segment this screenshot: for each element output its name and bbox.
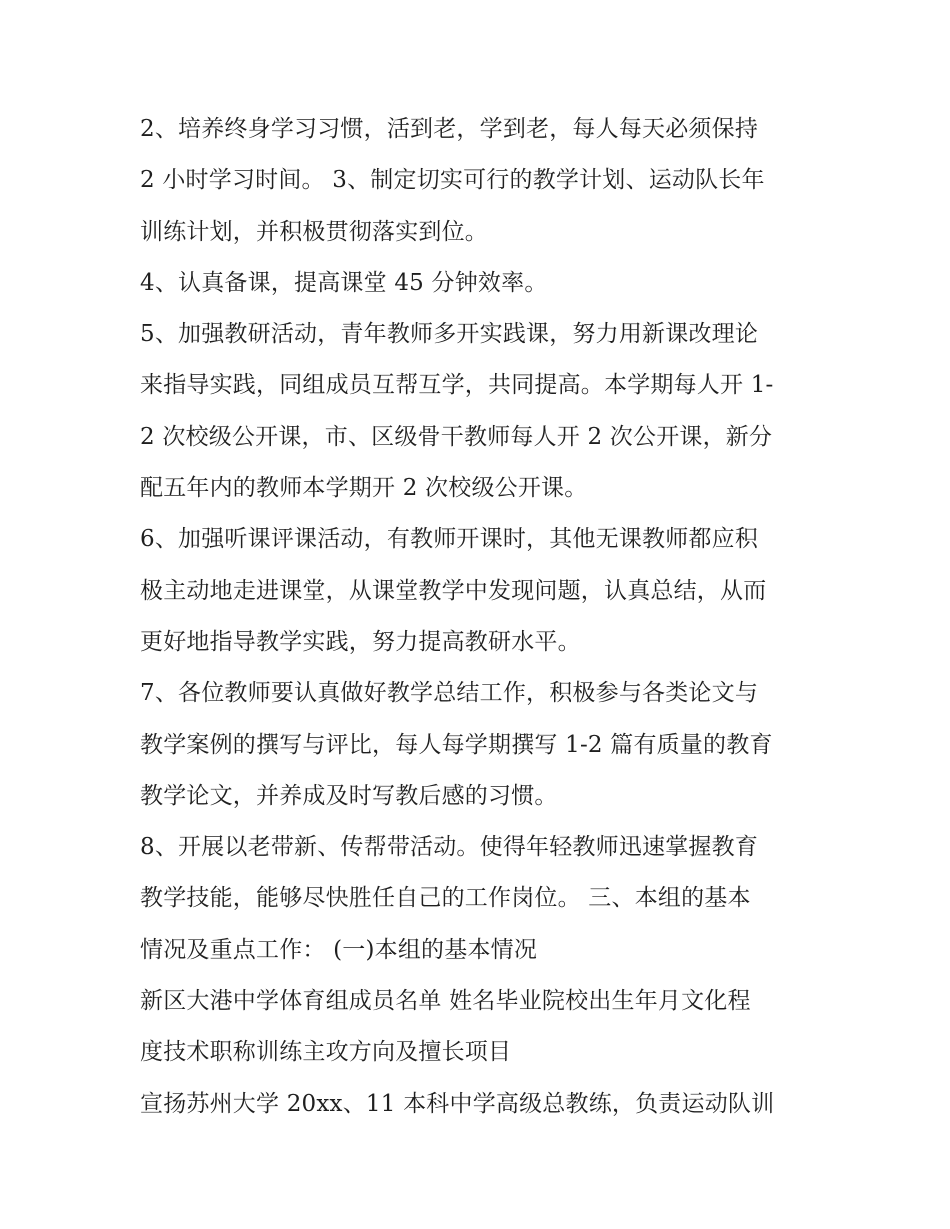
text-line: 教学案例的撰写与评比，每人每学期撰写 1-2 篇有质量的教育 (140, 731, 773, 758)
text-line: 5、加强教研活动，青年教师多开实践课，努力用新课改理论 (140, 321, 759, 348)
text-line: 2 小时学习时间。 3、制定切实可行的教学计划、运动队长年 (140, 167, 765, 194)
text-line: 2 次校级公开课，市、区级骨干教师每人开 2 次公开课，新分 (140, 423, 773, 450)
text-line: 训练计划，并积极贯彻落实到位。 (140, 218, 488, 245)
text-line: 6、加强听课评课活动，有教师开课时，其他无课教师都应积 (140, 526, 759, 553)
document-body (140, 104, 830, 1130)
text-line: 新区大港中学体育组成员名单 姓名毕业院校出生年月文化程 (140, 988, 751, 1015)
text-line: 教学论文，并养成及时写教后感的习惯。 (140, 782, 558, 809)
text-line: 7、各位教师要认真做好教学总结工作，积极参与各类论文与 (140, 680, 759, 707)
text-line: 度技术职称训练主攻方向及擅长项目 (140, 1039, 512, 1066)
text-line: 2、培养终身学习习惯，活到老，学到老，每人每天必须保持 (140, 116, 759, 142)
text-line: 4、认真备课，提高课堂 45 分钟效率。 (140, 269, 548, 296)
text-line: 配五年内的教师本学期开 2 次校级公开课。 (140, 475, 588, 502)
text-line: 更好地指导教学实践，努力提高教研水平。 (140, 628, 581, 655)
text-line: 来指导实践，同组成员互帮互学，共同提高。本学期每人开 1- (140, 372, 774, 399)
text-line: 极主动地走进课堂，从课堂教学中发现问题，认真总结，从而 (140, 577, 767, 604)
text-line: 8、开展以老带新、传帮带活动。使得年轻教师迅速掌握教育 (140, 834, 759, 861)
text-line: 教学技能，能够尽快胜任自己的工作岗位。 三、本组的基本 (140, 885, 751, 912)
text-line: 情况及重点工作： (一)本组的基本情况 (140, 936, 538, 963)
text-line: 宣扬苏州大学 20xx、11 本科中学高级总教练，负责运动队训 (140, 1090, 775, 1117)
